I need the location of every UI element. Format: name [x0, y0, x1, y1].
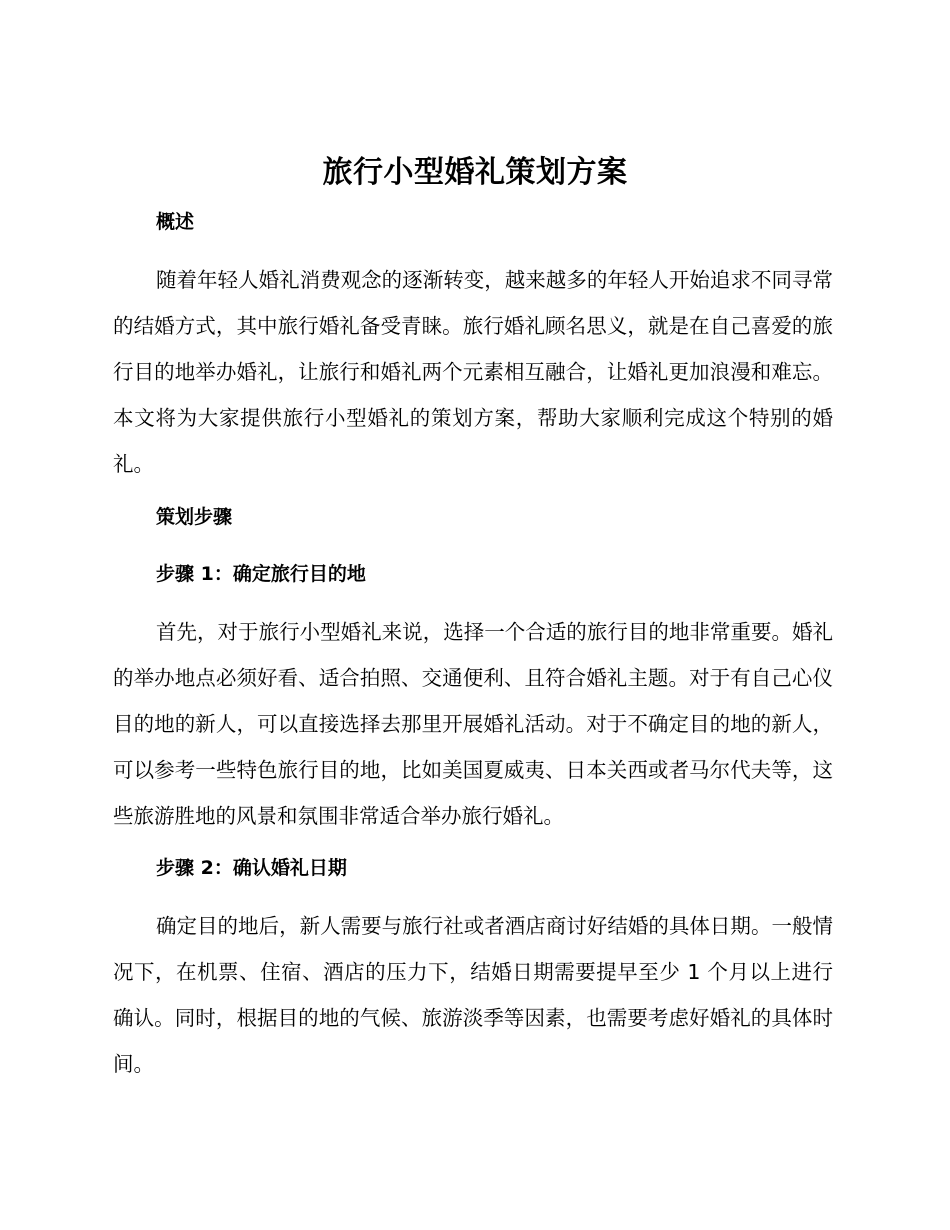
step-2-paragraph: 确定目的地后，新人需要与旅行社或者酒店商讨好结婚的具体日期。一般情况下，在机票、住宿、酒店的压力下，结婚日期需要提早至少 1 个月以上进行确认。同时，根据目的地的气候、旅游淡季等因素，也需要考虑好婚礼的具体时间。: [113, 914, 833, 1076]
document-title: 旅行小型婚礼策划方案: [322, 155, 628, 190]
section-heading-planning-steps: 策划步骤: [156, 506, 233, 528]
step-1-heading: 步骤 1：确定旅行目的地: [156, 563, 366, 585]
section-heading-overview: 概述: [156, 211, 195, 233]
step-2-heading: 步骤 2：确认婚礼日期: [156, 857, 347, 879]
step-1-paragraph: 首先，对于旅行小型婚礼来说，选择一个合适的旅行目的地非常重要。婚礼的举办地点必须好看、适合拍照、交通便利、且符合婚礼主题。对于有自己心仪目的地的新人，可以直接选择去那里开展婚礼活动。对于不确定目的地的新人，可以参考一些特色旅行目的地，比如美国夏威夷、日本关西或者马尔代夫等，这些旅游胜地的风景和氛围非常适合举办旅行婚礼。: [113, 620, 833, 828]
paragraph-overview: 随着年轻人婚礼消费观念的逐渐转变，越来越多的年轻人开始追求不同寻常的结婚方式，其中旅行婚礼备受青睐。旅行婚礼顾名思义，就是在自己喜爱的旅行目的地举办婚礼，让旅行和婚礼两个元素相互融合，让婚礼更加浪漫和难忘。本文将为大家提供旅行小型婚礼的策划方案，帮助大家顺利完成这个特别的婚礼。: [113, 268, 833, 476]
